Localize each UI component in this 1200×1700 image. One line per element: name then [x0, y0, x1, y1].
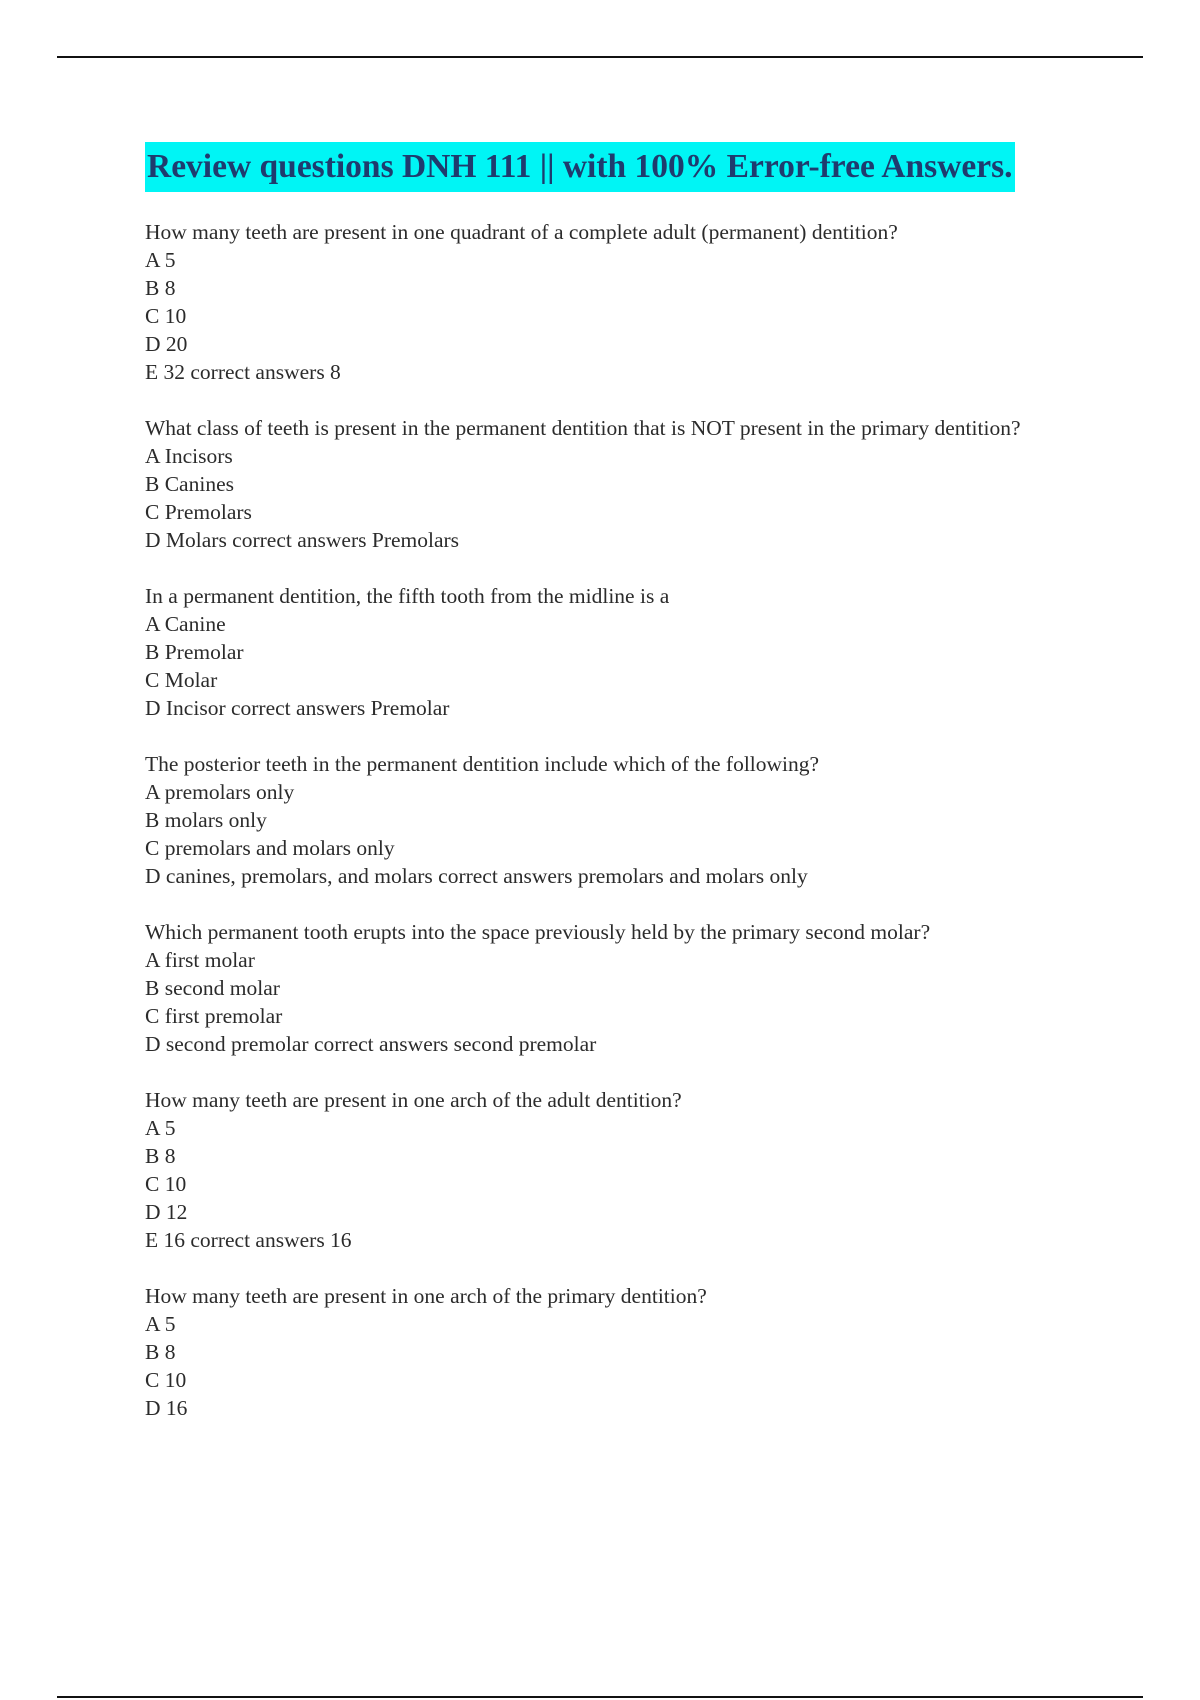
question-block: [145, 918, 1085, 1058]
answer-option: B molars only: [145, 808, 267, 832]
answer-option: E 16 correct answers 16: [145, 1228, 352, 1252]
answer-option: C first premolar: [145, 1004, 283, 1028]
question-block: [145, 1086, 1085, 1254]
answer-option: C Molar: [145, 668, 218, 692]
answer-option: B 8: [145, 1340, 176, 1364]
answer-option: D canines, premolars, and molars correct answers premolars and molars only: [145, 864, 808, 888]
answer-option: D 16: [145, 1396, 188, 1420]
answer-option: D Incisor correct answers Premolar: [145, 696, 450, 720]
answer-option: C 10: [145, 1172, 187, 1196]
document-title: Review questions DNH 111 || with 100% Error-free Answers.: [145, 142, 1015, 192]
question-text: How many teeth are present in one quadrant of a complete adult (permanent) dentition?: [145, 220, 898, 244]
question-text: How many teeth are present in one arch of the primary dentition?: [145, 1284, 707, 1308]
answer-option: C 10: [145, 304, 187, 328]
answer-option: B 8: [145, 276, 176, 300]
question-block: [145, 218, 1085, 386]
answer-option: D Molars correct answers Premolars: [145, 528, 460, 552]
footer-rule: [57, 1696, 1143, 1698]
question-text: In a permanent dentition, the fifth tooth from the midline is a: [145, 584, 670, 608]
answer-option: A first molar: [145, 948, 255, 972]
question-text: What class of teeth is present in the permanent dentition that is NOT present in the primary dentition?: [145, 416, 1021, 440]
question-block: [145, 582, 1085, 722]
document-body: [145, 142, 1085, 1450]
answer-option: A 5: [145, 248, 176, 272]
question-block: [145, 750, 1085, 890]
question-text: How many teeth are present in one arch of the adult dentition?: [145, 1088, 682, 1112]
answer-option: B 8: [145, 1144, 176, 1168]
question-text: The posterior teeth in the permanent dentition include which of the following?: [145, 752, 820, 776]
question-block: [145, 1282, 1085, 1422]
answer-option: B Canines: [145, 472, 234, 496]
answer-option: A Incisors: [145, 444, 233, 468]
answer-option: A 5: [145, 1312, 176, 1336]
header-rule: [57, 56, 1143, 58]
answer-option: E 32 correct answers 8: [145, 360, 341, 384]
answer-option: C premolars and molars only: [145, 836, 395, 860]
answer-option: D 20: [145, 332, 188, 356]
answer-option: A 5: [145, 1116, 176, 1140]
answer-option: A Canine: [145, 612, 226, 636]
answer-option: D 12: [145, 1200, 188, 1224]
answer-option: C 10: [145, 1368, 187, 1392]
answer-option: B Premolar: [145, 640, 244, 664]
answer-option: D second premolar correct answers second premolar: [145, 1032, 597, 1056]
question-block: [145, 414, 1085, 554]
answer-option: B second molar: [145, 976, 280, 1000]
answer-option: C Premolars: [145, 500, 252, 524]
answer-option: A premolars only: [145, 780, 295, 804]
question-list: [145, 218, 1085, 1422]
question-text: Which permanent tooth erupts into the space previously held by the primary second molar?: [145, 920, 931, 944]
